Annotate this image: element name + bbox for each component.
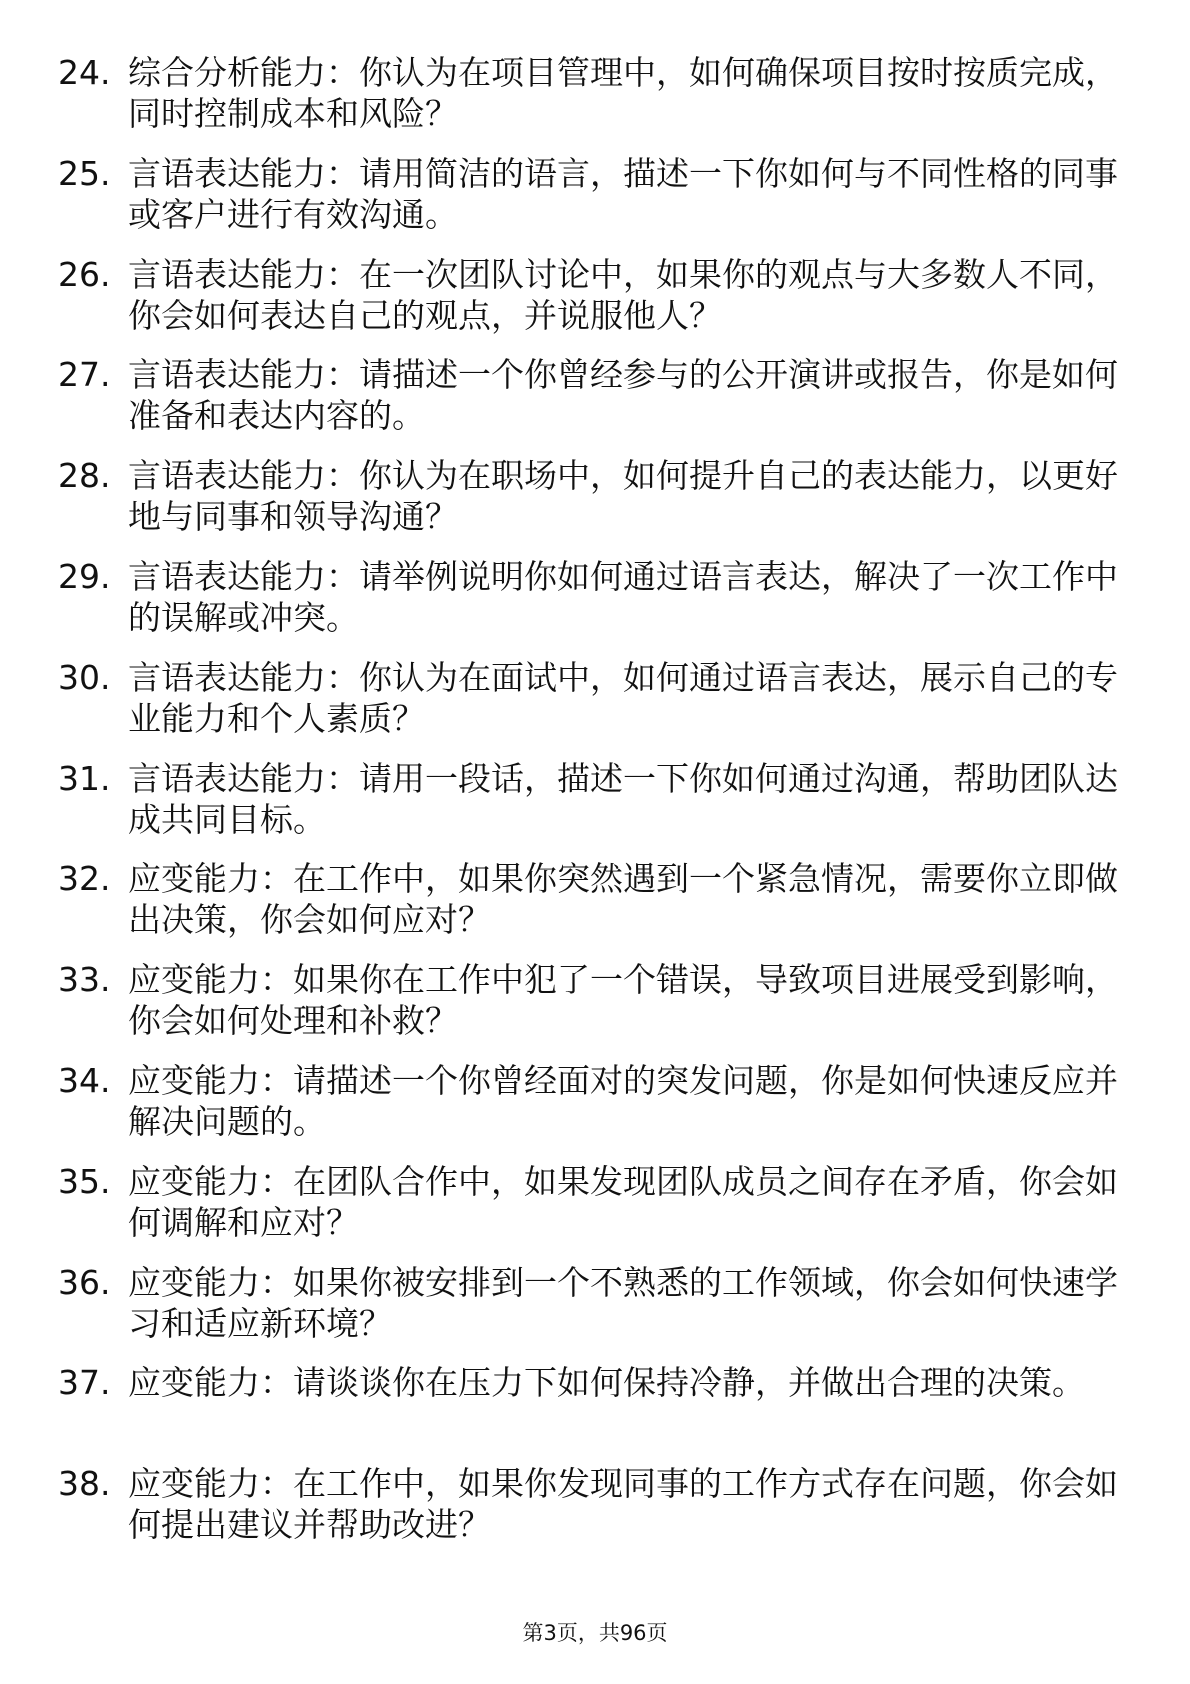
- question-text: 应变能力：如果你被安排到一个不熟悉的工作领域，你会如何快速学习和适应新环境？: [128, 1262, 1118, 1343]
- question-item: [0, 858, 1190, 959]
- question-number: 37.: [58, 1363, 111, 1403]
- question-number: 27.: [58, 355, 111, 395]
- question-number: 25.: [58, 153, 111, 193]
- question-item: [0, 1362, 1190, 1463]
- question-number: 34.: [58, 1060, 111, 1100]
- question-number: 32.: [58, 859, 111, 899]
- question-item: [0, 657, 1190, 758]
- question-item: [0, 1463, 1190, 1564]
- question-text: 言语表达能力：在一次团队讨论中，如果你的观点与大多数人不同，你会如何表达自己的观点，并说服他人？: [128, 254, 1118, 335]
- question-list: [0, 52, 1190, 1564]
- question-item: [0, 254, 1190, 355]
- question-text: 应变能力：在工作中，如果你突然遇到一个紧急情况，需要你立即做出决策，你会如何应对？: [128, 859, 1118, 940]
- question-item: [0, 153, 1190, 254]
- question-item: [0, 758, 1190, 859]
- question-item: [0, 455, 1190, 556]
- question-item: [0, 1060, 1190, 1161]
- question-number: 38.: [58, 1464, 111, 1504]
- question-text: 言语表达能力：请用一段话，描述一下你如何通过沟通，帮助团队达成共同目标。: [128, 758, 1118, 839]
- question-text: 言语表达能力：你认为在面试中，如何通过语言表达，展示自己的专业能力和个人素质？: [128, 657, 1118, 738]
- question-number: 36.: [58, 1262, 111, 1302]
- question-text: 应变能力：在工作中，如果你发现同事的工作方式存在问题，你会如何提出建议并帮助改进？: [128, 1464, 1118, 1545]
- question-number: 31.: [58, 758, 111, 798]
- question-text: 应变能力：请描述一个你曾经面对的突发问题，你是如何快速反应并解决问题的。: [128, 1060, 1118, 1141]
- question-item: [0, 1262, 1190, 1363]
- question-number: 30.: [58, 657, 111, 697]
- question-number: 33.: [58, 960, 111, 1000]
- question-text: 应变能力：请谈谈你在压力下如何保持冷静，并做出合理的决策。: [128, 1363, 1085, 1403]
- question-number: 26.: [58, 254, 111, 294]
- question-text: 言语表达能力：请举例说明你如何通过语言表达，解决了一次工作中的误解或冲突。: [128, 556, 1118, 637]
- question-text: 言语表达能力：你认为在职场中，如何提升自己的表达能力，以更好地与同事和领导沟通？: [128, 456, 1118, 537]
- question-text: 应变能力：在团队合作中，如果发现团队成员之间存在矛盾，你会如何调解和应对？: [128, 1161, 1118, 1242]
- question-text: 言语表达能力：请用简洁的语言，描述一下你如何与不同性格的同事或客户进行有效沟通。: [128, 153, 1118, 234]
- question-number: 24.: [58, 53, 111, 92]
- question-item: [0, 959, 1190, 1060]
- question-number: 29.: [58, 556, 111, 596]
- question-text: 言语表达能力：请描述一个你曾经参与的公开演讲或报告，你是如何准备和表达内容的。: [128, 355, 1118, 436]
- question-item: [0, 1161, 1190, 1262]
- question-text: 综合分析能力：你认为在项目管理中，如何确保项目按时按质完成，同时控制成本和风险？: [128, 53, 1118, 133]
- question-item: [0, 556, 1190, 657]
- question-item: [0, 52, 1190, 153]
- question-item: [0, 354, 1190, 455]
- question-text: 应变能力：如果你在工作中犯了一个错误，导致项目进展受到影响，你会如何处理和补救？: [128, 960, 1118, 1041]
- question-number: 28.: [58, 456, 111, 496]
- page-footer: 第3页，共96页: [522, 1621, 668, 1645]
- question-number: 35.: [58, 1161, 111, 1201]
